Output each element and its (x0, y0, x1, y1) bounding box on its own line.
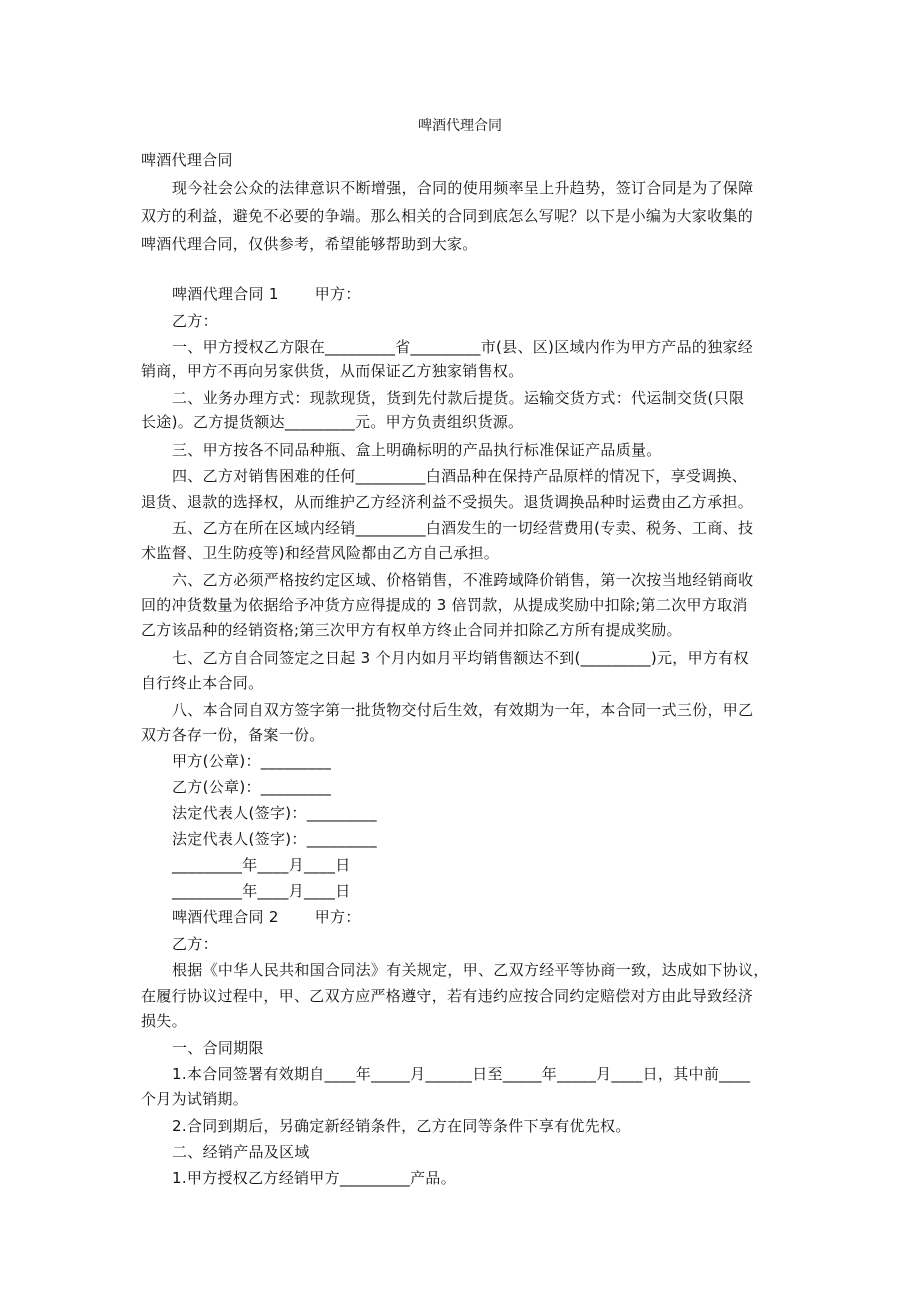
clause-line: 乙方该品种的经销资格;第三次甲方有权单方终止合同并扣除乙方所有提成奖励。 (141, 621, 682, 639)
clause-line: 1.本合同签署有效期自____年_____月______日至_____年_____月____日，其中前____ (172, 1065, 751, 1083)
signature-line: 法定代表人(签字)：_________ (172, 830, 377, 848)
clause-line: 八、本合同自双方签字第一批货物交付后生效，有效期为一年，本合同一式三份，甲乙 (172, 701, 754, 719)
clause-line: 三、甲方按各不同品种瓶、盒上明确标明的产品执行标准保证产品质量。 (172, 441, 662, 459)
contract1-party-b: 乙方： (172, 312, 218, 330)
clause-line: 个月为试销期。 (141, 1090, 249, 1108)
signature-line: 乙方(公章)：_________ (172, 778, 332, 796)
intro-line: 双方的利益，避免不必要的争端。那么相关的合同到底怎么写呢？以下是小编为大家收集的 (141, 207, 754, 225)
date-line: _________年____月____日 (172, 882, 351, 900)
section-heading: 一、合同期限 (172, 1039, 264, 1057)
document-title: 啤酒代理合同 (418, 118, 502, 134)
clause-line: 在履行协议过程中，甲、乙双方应严格遵守，若有违约应按合同约定赔偿对方由此导致经济 (141, 987, 754, 1005)
contract2-party-a: 甲方： (314, 908, 361, 926)
signature-line: 甲方(公章)：_________ (172, 752, 332, 770)
contract1-heading-row (172, 284, 361, 304)
intro-line: 啤酒代理合同，仅供参考，希望能够帮助到大家。 (141, 235, 478, 253)
clause-line: 自行终止本合同。 (141, 674, 264, 692)
clause-line: 损失。 (141, 1012, 187, 1030)
clause-line: 六、乙方必须严格按约定区域、价格销售，不准跨域降价销售，第一次按当地经销商收 (172, 571, 754, 589)
clause-line: 术监督、卫生防疫等)和经营风险都由乙方自己承担。 (141, 544, 500, 562)
clause-line: 销商，甲方不再向另家供货，从而保证乙方独家销售权。 (141, 362, 524, 380)
clause-line: 长途)。乙方提货额达_________元。甲方负责组织货源。 (141, 413, 524, 431)
contract2-heading-row (172, 907, 361, 927)
contract1-party-a: 甲方： (314, 285, 361, 303)
clause-line: 七、乙方自合同签定之日起 3 个月内如月平均销售额达不到(_________)元，甲方有权 (172, 649, 749, 667)
intro-line: 现今社会公众的法律意识不断增强，合同的使用频率呈上升趋势，签订合同是为了保障 (172, 179, 754, 197)
clause-line: 五、乙方在所在区域内经销_________白酒发生的一切经营费用(专卖、税务、工商、技 (172, 519, 754, 537)
clause-line: 退货、退款的选择权，从而维护乙方经济利益不受损失。退货调换品种时运费由乙方承担。 (141, 493, 754, 511)
clause-line: 2.合同到期后，另确定新经销条件，乙方在同等条件下享有优先权。 (172, 1117, 631, 1135)
date-line: _________年____月____日 (172, 856, 351, 874)
clause-line: 回的冲货数量为依据给予冲货方应得提成的 3 倍罚款，从提成奖励中扣除;第二次甲方取消 (141, 596, 748, 614)
signature-line: 法定代表人(签字)：_________ (172, 804, 377, 822)
section-heading: 二、经销产品及区域 (172, 1143, 310, 1161)
clause-line: 双方各存一份，备案一份。 (141, 726, 325, 744)
document-heading: 啤酒代理合同 (141, 151, 233, 169)
clause-line: 1.甲方授权乙方经销甲方_________产品。 (172, 1169, 457, 1187)
clause-line: 二、业务办理方式：现款现货，货到先付款后提货。运输交货方式：代运制交货(只限 (172, 389, 745, 407)
contract2-heading: 啤酒代理合同 2 (172, 908, 279, 926)
clause-line: 四、乙方对销售困难的任何_________白酒品种在保持产品原样的情况下，享受调换、 (172, 467, 748, 485)
clause-line: 根据《中华人民共和国合同法》有关规定，甲、乙双方经平等协商一致，达成如下协议， (172, 961, 769, 979)
contract2-party-b: 乙方： (172, 935, 218, 953)
clause-line: 一、甲方授权乙方限在_________省_________市(县、区)区域内作为甲方产品的独家经 (172, 338, 754, 356)
contract1-heading: 啤酒代理合同 1 (172, 285, 279, 303)
